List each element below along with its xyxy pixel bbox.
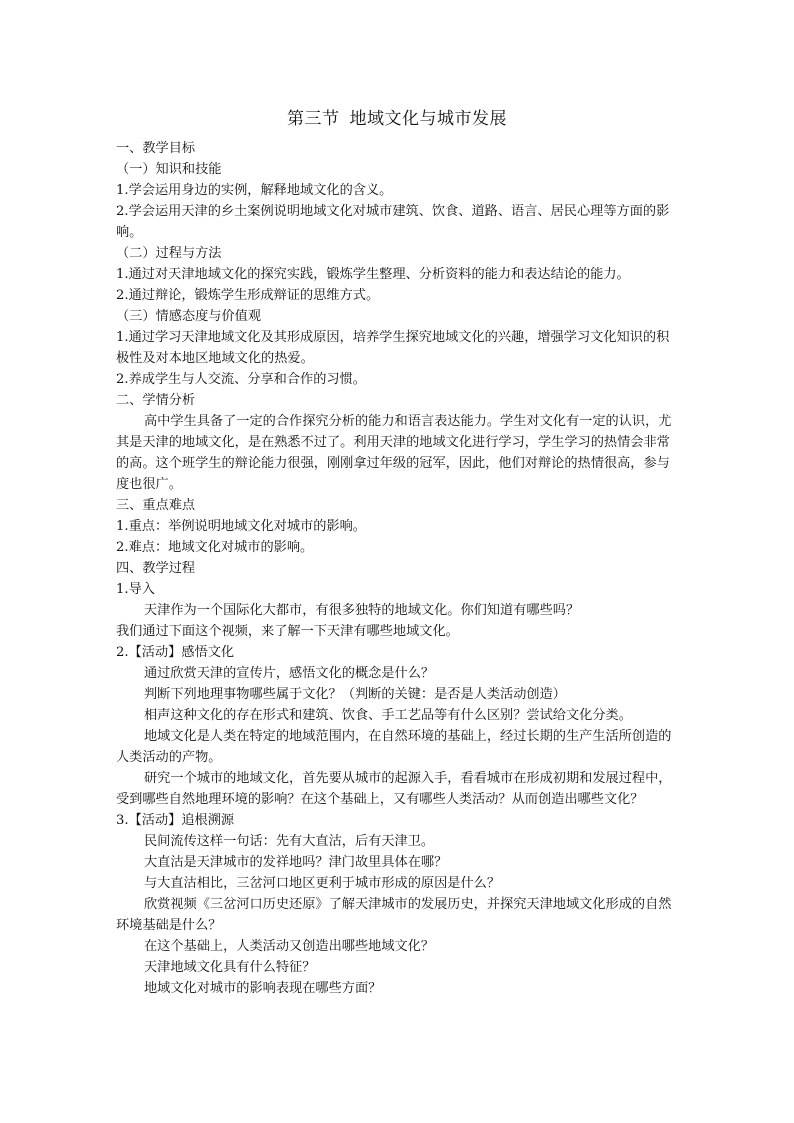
line-s1-2-2: 2.通过辩论，锻炼学生形成辩证的思维方式。 (116, 288, 380, 303)
line-s1-1-1: 1.学会运用身边的实例，解释地域文化的含义。 (116, 183, 393, 198)
line-s4-3-p5: 在这个基础上，人类活动又创造出哪些地域文化？ (144, 939, 435, 954)
document-body (116, 138, 678, 999)
line-s4-3-p1: 民间流传这样一句话：先有大直沽，后有天津卫。 (144, 834, 435, 849)
line-s3-2: 2.难点：地域文化对城市的影响。 (116, 540, 314, 555)
line-s2: 二、学情分析 (116, 393, 196, 408)
line-s3-1: 1.重点：举例说明地域文化对城市的影响。 (116, 519, 366, 534)
line-s1-1-2: 2.学会运用天津的乡土案例说明地域文化对城市建筑、饮食、道路、语言、居民心理等方面的影响。 (116, 204, 670, 240)
line-s1-2: （二）过程与方法 (116, 246, 222, 261)
line-s4-1-p1: 天津作为一个国际化大都市，有很多独特的地域文化。你们知道有哪些吗？ (144, 603, 580, 618)
line-s4-3-p7: 地域文化对城市的影响表现在哪些方面？ (144, 981, 382, 996)
line-s4-1: 1.导入 (116, 582, 155, 597)
title-name: 地域文化与城市发展 (349, 109, 507, 129)
line-s1-3: （三）情感态度与价值观 (116, 309, 262, 324)
line-s4-2-p3: 相声这种文化的存在形式和建筑、饮食、手工艺品等有什么区别？尝试给文化分类。 (144, 708, 632, 723)
line-s4-3-p2: 大直沽是天津城市的发祥地吗？津门故里具体在哪？ (144, 855, 448, 870)
line-s4: 四、教学过程 (116, 561, 196, 576)
line-s1-1: （一）知识和技能 (116, 162, 222, 177)
page-title (0, 104, 794, 129)
line-s1-2-1: 1.通过对天津地域文化的探究实践，锻炼学生整理、分析资料的能力和表达结论的能力。 (116, 267, 630, 282)
line-s4-1-p2: 我们通过下面这个视频，来了解一下天津有哪些地域文化。 (116, 624, 459, 639)
line-s4-3: 3.【活动】追根溯源 (116, 813, 235, 828)
line-s1-3-2: 2.养成学生与人交流、分享和合作的习惯。 (116, 372, 366, 387)
line-s3: 三、重点难点 (116, 498, 196, 513)
line-s4-2: 2.【活动】感悟文化 (116, 645, 235, 660)
line-s1-3-1: 1.通过学习天津地域文化及其形成原因，培养学生探究地域文化的兴趣，增强学习文化知识的积极性及对本地区地域文化的热爱。 (116, 330, 670, 366)
line-s4-3-p3: 与大直沽相比，三岔河口地区更利于城市形成的原因是什么？ (144, 876, 501, 891)
line-s2-p: 高中学生具备了一定的合作探究分析的能力和语言表达能力。学生对文化有一定的认识，尤其是天津的地域文化，是在熟悉不过了。利用天津的地域文化进行学习，学生学习的热情会非常的高。这个班学生的辩论能力很强，刚刚拿过年级的冠军，因此，他们对辩论的热情很高，参与度也很广。 (116, 414, 672, 492)
line-s4-2-p4: 地域文化是人类在特定的地域范围内，在自然环境的基础上，经过长期的生产生活所创造的人类活动的产物。 (116, 729, 672, 765)
line-s4-2-p2: 判断下列地理事物哪些属于文化？（判断的关键：是否是人类活动创造） (144, 687, 566, 702)
line-s1: 一、教学目标 (116, 141, 196, 156)
title-prefix: 第三节 (287, 109, 340, 129)
line-s4-3-p4: 欣赏视频《三岔河口历史还原》了解天津城市的发展历史，并探究天津地域文化形成的自然环境基础是什么？ (116, 897, 672, 933)
line-s4-2-p1: 通过欣赏天津的宣传片，感悟文化的概念是什么？ (144, 666, 435, 681)
line-s4-2-p5: 研究一个城市的地域文化，首先要从城市的起源入手，看看城市在形成初期和发展过程中，受到哪些自然地理环境的影响？在这个基础上，又有哪些人类活动？从而创造出哪些文化？ (116, 771, 672, 807)
line-s4-3-p6: 天津地域文化具有什么特征？ (144, 960, 316, 975)
